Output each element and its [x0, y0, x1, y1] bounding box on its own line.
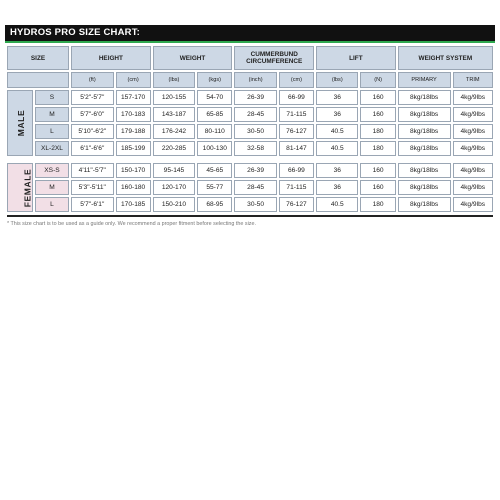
table-cell: 8kg/18lbs	[398, 197, 451, 212]
table-cell: 180	[360, 197, 395, 212]
table-cell: 30-50	[234, 197, 276, 212]
table-cell: 5'10"-6'2"	[71, 124, 113, 139]
table-cell: 5'3"-5'11"	[71, 180, 113, 195]
size-cell: XL-2XL	[35, 141, 69, 156]
table-cell: 150-170	[116, 163, 151, 178]
unit-weight-lbs: (lbs)	[153, 72, 195, 88]
units-blank	[7, 72, 69, 88]
table-cell: 32-58	[234, 141, 276, 156]
separator-cell	[7, 158, 493, 161]
table-cell: 180	[360, 124, 395, 139]
table-cell: 160	[360, 180, 395, 195]
table-cell: 45-65	[197, 163, 232, 178]
table-cell: 81-147	[279, 141, 314, 156]
female-label-text: FEMALE	[22, 168, 33, 207]
size-cell: M	[35, 180, 69, 195]
table-cell: 8kg/18lbs	[398, 180, 451, 195]
units-row	[7, 72, 493, 88]
unit-height-cm: (cm)	[116, 72, 151, 88]
table-cell: 8kg/18lbs	[398, 107, 451, 122]
table-cell: 30-50	[234, 124, 276, 139]
unit-weight-kgs: (kgs)	[197, 72, 232, 88]
table-cell: 100-130	[197, 141, 232, 156]
table-cell: 6'1"-6'6"	[71, 141, 113, 156]
table-cell: 143-187	[153, 107, 195, 122]
header-size: SIZE	[7, 46, 69, 70]
table-cell: 66-99	[279, 163, 314, 178]
table-cell: 28-45	[234, 107, 276, 122]
table-cell: 4kg/9lbs	[453, 107, 494, 122]
table-cell: 8kg/18lbs	[398, 163, 451, 178]
table-cell: 150-210	[153, 197, 195, 212]
unit-trim: TRIM	[453, 72, 494, 88]
header-cummerbund: CUMMERBUND CIRCUMFERENCE	[234, 46, 314, 70]
table-cell: 176-242	[153, 124, 195, 139]
unit-cummerbund-inch: (inch)	[234, 72, 276, 88]
table-cell: 160	[360, 163, 395, 178]
group-separator	[7, 158, 493, 161]
table-cell: 180	[360, 141, 395, 156]
unit-lift-lbs: (lbs)	[316, 72, 358, 88]
table-cell: 8kg/18lbs	[398, 90, 451, 105]
table-cell: 160	[360, 90, 395, 105]
table-cell: 4kg/9lbs	[453, 180, 494, 195]
table-cell: 54-70	[197, 90, 232, 105]
table-cell: 26-39	[234, 90, 276, 105]
table-cell: 40.5	[316, 124, 358, 139]
table-cell: 8kg/18lbs	[398, 141, 451, 156]
table-cell: 5'7"-6'0"	[71, 107, 113, 122]
footnote: * This size chart is to be used as a guide only. We recommend a proper fitment before selecting the size.	[7, 221, 256, 227]
header-height: HEIGHT	[71, 46, 151, 70]
table-cell: 4'11"-5'7"	[71, 163, 113, 178]
table-row	[7, 107, 493, 122]
size-cell: XS-S	[35, 163, 69, 178]
table-cell: 80-110	[197, 124, 232, 139]
unit-primary: PRIMARY	[398, 72, 451, 88]
table-cell: 120-155	[153, 90, 195, 105]
bottom-rule	[7, 215, 493, 217]
header-row	[7, 46, 493, 70]
unit-lift-n: (N)	[360, 72, 395, 88]
table-cell: 157-170	[116, 90, 151, 105]
female-group-label	[7, 163, 33, 212]
header-weight: WEIGHT	[153, 46, 233, 70]
table-cell: 28-45	[234, 180, 276, 195]
unit-height-ft: (ft)	[71, 72, 113, 88]
table-cell: 160-180	[116, 180, 151, 195]
table-cell: 4kg/9lbs	[453, 124, 494, 139]
table-cell: 170-183	[116, 107, 151, 122]
table-cell: 36	[316, 90, 358, 105]
table-cell: 71-115	[279, 180, 314, 195]
size-chart	[5, 25, 495, 227]
size-table	[5, 44, 495, 214]
table-cell: 4kg/9lbs	[453, 163, 494, 178]
size-cell: L	[35, 197, 69, 212]
table-cell: 120-170	[153, 180, 195, 195]
header-lift: LIFT	[316, 46, 396, 70]
size-cell: L	[35, 124, 69, 139]
table-cell: 55-77	[197, 180, 232, 195]
table-row	[7, 197, 493, 212]
table-row	[7, 90, 493, 105]
table-row	[7, 141, 493, 156]
table-row	[7, 180, 493, 195]
table-row	[7, 163, 493, 178]
table-row	[7, 124, 493, 139]
table-cell: 76-127	[279, 124, 314, 139]
table-cell: 66-99	[279, 90, 314, 105]
table-cell: 4kg/9lbs	[453, 90, 494, 105]
table-cell: 40.5	[316, 141, 358, 156]
table-cell: 185-199	[116, 141, 151, 156]
table-cell: 179-188	[116, 124, 151, 139]
table-cell: 8kg/18lbs	[398, 124, 451, 139]
table-cell: 5'2"-5'7"	[71, 90, 113, 105]
table-cell: 170-185	[116, 197, 151, 212]
male-label-text: MALE	[16, 109, 27, 137]
table-cell: 71-115	[279, 107, 314, 122]
table-cell: 40.5	[316, 197, 358, 212]
table-cell: 36	[316, 163, 358, 178]
table-cell: 36	[316, 107, 358, 122]
header-weight-system: WEIGHT SYSTEM	[398, 46, 493, 70]
chart-title: HYDROS PRO SIZE CHART:	[5, 25, 495, 43]
table-cell: 65-85	[197, 107, 232, 122]
table-cell: 95-145	[153, 163, 195, 178]
table-cell: 36	[316, 180, 358, 195]
table-cell: 220-285	[153, 141, 195, 156]
table-cell: 4kg/9lbs	[453, 197, 494, 212]
table-cell: 5'7"-6'1"	[71, 197, 113, 212]
table-cell: 26-39	[234, 163, 276, 178]
male-group-label	[7, 90, 33, 156]
table-cell: 4kg/9lbs	[453, 141, 494, 156]
size-cell: S	[35, 90, 69, 105]
table-cell: 68-95	[197, 197, 232, 212]
size-cell: M	[35, 107, 69, 122]
unit-cummerbund-cm: (cm)	[279, 72, 314, 88]
table-cell: 160	[360, 107, 395, 122]
table-cell: 76-127	[279, 197, 314, 212]
